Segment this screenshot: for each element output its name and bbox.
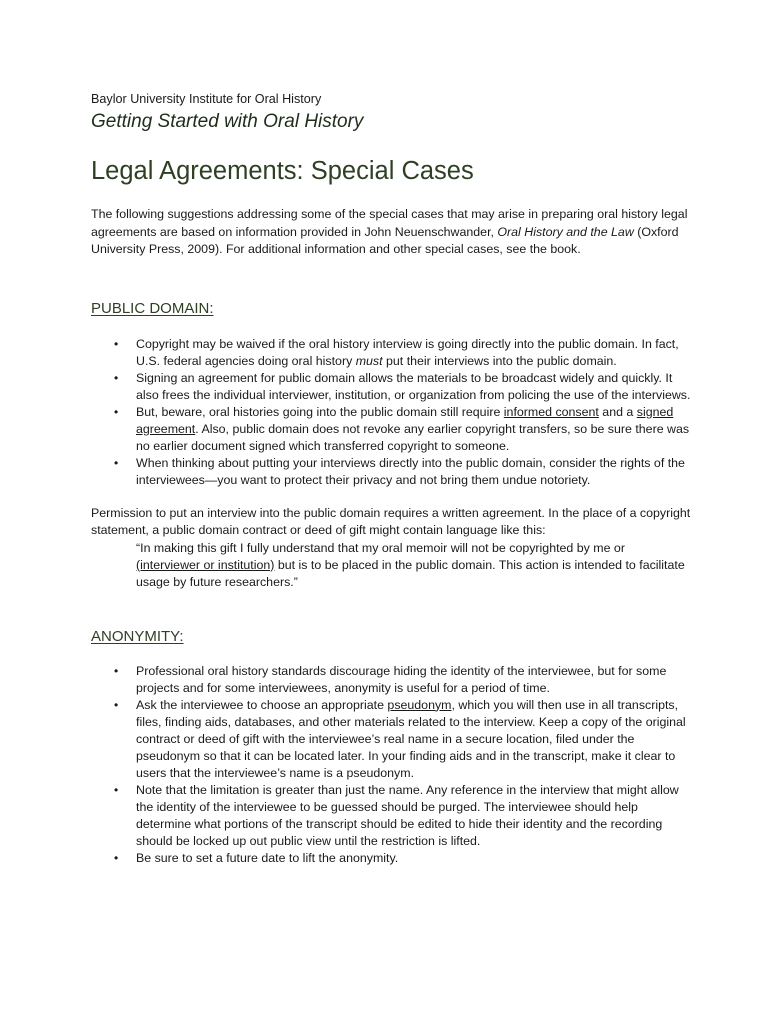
sample-quote [136, 540, 691, 591]
intro-text-2: (Oxford University Press, 2009). For additional information and other special cases, see the book. [91, 224, 679, 256]
pd-bullet-1-text-2: put their interviews into the public domain. [382, 353, 617, 368]
institution-name: Baylor University Institute for Oral History [91, 92, 322, 106]
series-title: Getting Started with Oral History [91, 111, 364, 132]
list-item [114, 850, 691, 867]
list-item [114, 336, 691, 370]
bullet-glyph: • [114, 697, 119, 712]
anon-bullet-2-text-2: , which you will then use in all transcripts, files, finding aids, databases, and other materials related to the interview. Keep a copy of the original contract or deed of gift with the interviewee’s real name in a secure location, filed under the pseudonym so that it can be located later. In your finding aids and in the transcript, make it clear to users that the interviewee’s name is a pseudonym. [136, 697, 686, 780]
pd-bullet-3-text-1: But, beware, oral histories going into the public domain still require [136, 404, 504, 419]
anon-bullet-1-text: Professional oral history standards discourage hiding the identity of the interviewee, but for some projects and for some interviewees, anonymity is useful for a period of time. [136, 663, 667, 695]
interviewer-institution-link[interactable]: (interviewer or institution) [136, 557, 275, 572]
pd-bullet-4-text: When thinking about putting your interviews directly into the public domain, consider the rights of the interviewees—you want to protect their privacy and not bring them undue notoriety. [136, 455, 685, 487]
list-item [114, 663, 691, 697]
signed-agreement-link[interactable]: signed agreement [136, 404, 674, 436]
permission-paragraph: Permission to put an interview into the public domain requires a written agreement. In the place of a copyright statement, a public domain contract or deed of gift might contain language like this: [91, 505, 691, 537]
anon-bullet-2-text-1: Ask the interviewee to choose an appropriate [136, 697, 388, 712]
list-item [114, 697, 691, 782]
anonymity-list [91, 663, 691, 867]
intro-text-1: The following suggestions addressing some of the special cases that may arise in preparing oral history legal agreements are based on information provided in John Neuenschwander, [91, 207, 688, 239]
anon-bullet-4-text: Be sure to set a future date to lift the anonymity. [136, 850, 399, 865]
pd-bullet-1-text-1: Copyright may be waived if the oral history interview is going directly into the public domain. In fact, U.S. federal agencies doing oral history [136, 336, 679, 368]
bullet-glyph: • [114, 404, 119, 419]
intro-paragraph [91, 206, 691, 259]
pd-bullet-1-emphasis: must [355, 353, 383, 368]
list-item [114, 404, 691, 455]
pseudonym-link[interactable]: pseudonym [387, 697, 452, 712]
anon-bullet-3-text: Note that the limitation is greater than just the name. Any reference in the interview that might allow the identity of the interviewee to be guessed should be purged. The interviewee should help determine what portions of the transcript should be edited to hide their identity and the recording should be locked up out public view until the restriction is lifted. [136, 782, 679, 848]
public-domain-list [91, 336, 691, 489]
list-item [114, 455, 691, 489]
pd-bullet-3-text-3: . Also, public domain does not revoke any earlier copyright transfers, so be sure there was no earlier document signed which transferred copyright to someone. [136, 421, 690, 453]
document-page [91, 90, 691, 867]
informed-consent-link[interactable]: informed consent [503, 404, 599, 419]
anonymity-heading: ANONYMITY: [91, 627, 184, 645]
pd-bullet-3-text-2: and a [598, 404, 637, 419]
bullet-glyph: • [114, 782, 119, 797]
book-title: Oral History and the Law [497, 224, 634, 239]
pd-bullet-2-text: Signing an agreement for public domain allows the materials to be broadcast widely and quickly. It also frees the individual interviewer, institution, or organization from policing the use of the interviews. [136, 370, 691, 402]
bullet-glyph: • [114, 850, 119, 865]
bullet-glyph: • [114, 663, 119, 678]
bullet-glyph: • [114, 455, 119, 470]
quote-text-2: but is to be placed in the public domain. This action is intended to facilitate usage by future researchers.” [136, 557, 685, 589]
page-title: Legal Agreements: Special Cases [91, 157, 474, 185]
list-item [114, 782, 691, 850]
bullet-glyph: • [114, 336, 119, 351]
quote-text-1: “In making this gift I fully understand that my oral memoir will not be copyrighted by me or [136, 540, 625, 555]
public-domain-heading: PUBLIC DOMAIN: [91, 299, 214, 317]
list-item [114, 370, 691, 404]
bullet-glyph: • [114, 370, 119, 385]
